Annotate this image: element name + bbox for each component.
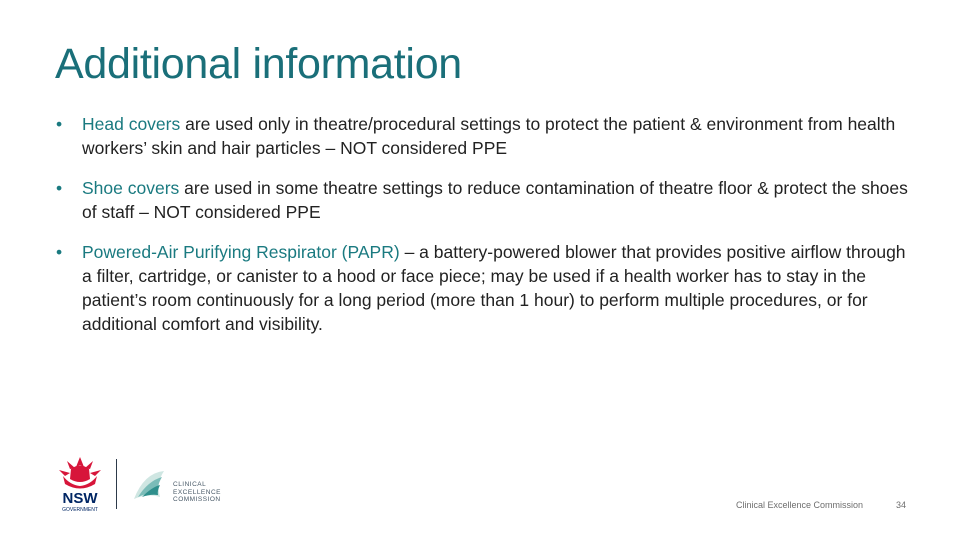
slide-title: Additional information bbox=[55, 40, 462, 88]
footer-org-name: Clinical Excellence Commission bbox=[736, 500, 864, 510]
cec-line-3: COMMISSION bbox=[173, 496, 221, 503]
nsw-government-label: GOVERNMENT bbox=[62, 507, 98, 513]
bullet-text: are used only in theatre/procedural settings to protect the patient & environment from health workers’ skin and hair particles – NOT considered PPE bbox=[82, 114, 896, 158]
nsw-wordmark: NSW bbox=[62, 490, 98, 507]
bullet-marker: • bbox=[56, 242, 63, 262]
bullet-head-covers bbox=[56, 112, 916, 160]
bullet-text: – a battery-powered blower that provides positive airflow through a filter, cartridge, or canister to a hood or face piece; may be used if a health worker has to stay in the patient’s room continuously for a long period (more than 1 hour) to perform multiple procedures, or for additional comfort and visibility. bbox=[82, 242, 906, 334]
bullet-text: are used in some theatre settings to reduce contamination of theatre floor & protect the shoes of staff – NOT considered PPE bbox=[82, 178, 908, 222]
page-number: 34 bbox=[896, 500, 907, 510]
cec-wordmark bbox=[173, 481, 221, 504]
bullet-marker: • bbox=[56, 178, 63, 198]
cec-line-1: CLINICAL bbox=[173, 481, 207, 488]
bullet-shoe-covers bbox=[56, 176, 916, 224]
waratah-icon bbox=[59, 457, 101, 489]
cec-logo-icon bbox=[130, 467, 170, 507]
term-shoe-covers: Shoe covers bbox=[82, 178, 180, 198]
term-papr: Powered-Air Purifying Respirator (PAPR) bbox=[82, 242, 400, 262]
bullet-marker: • bbox=[56, 114, 63, 134]
bullet-papr bbox=[56, 240, 916, 336]
term-head-covers: Head covers bbox=[82, 114, 181, 134]
cec-line-2: EXCELLENCE bbox=[173, 488, 221, 496]
bullet-list bbox=[56, 112, 916, 352]
logo-divider bbox=[116, 459, 117, 509]
nsw-government-logo bbox=[50, 455, 110, 513]
